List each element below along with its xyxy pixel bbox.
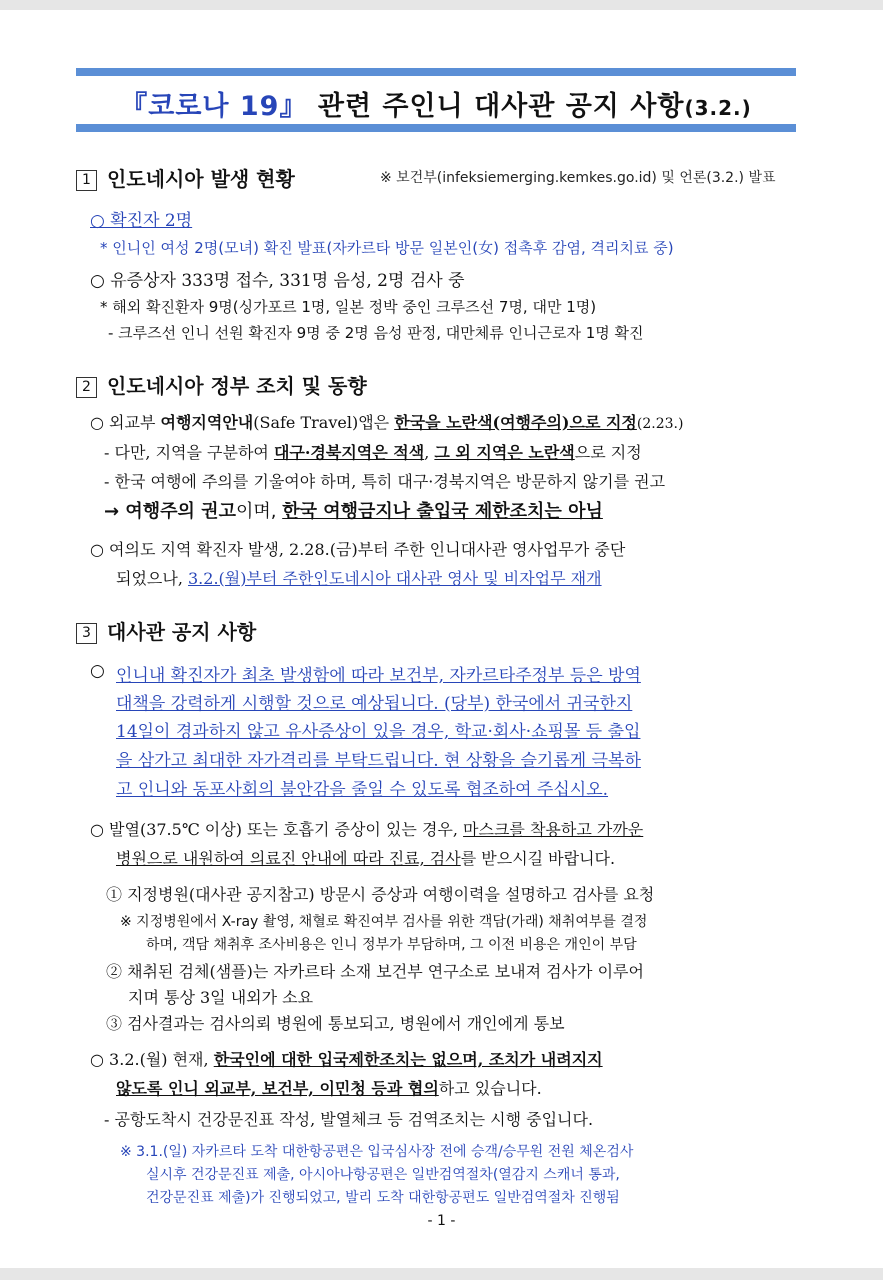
viewer-bottom-bar — [0, 1268, 883, 1280]
region-prefix: - 다만, 지역을 구분하여 — [104, 443, 274, 462]
safe-travel-mid: (Safe Travel)앱은 — [253, 413, 395, 432]
entry-suffix: 하고 있습니다. — [438, 1079, 542, 1098]
step-1: ① 지정병원(대사관 공지참고) 방문시 증상과 여행이력을 설명하고 검사를 요청 — [106, 885, 655, 904]
no-entry-restriction: 한국인에 대한 입국제한조치는 없으며, 조치가 내려지지 — [213, 1050, 603, 1069]
hospital-advice: 병원으로 내원하여 의료진 안내에 따라 진료, 검사 — [116, 849, 461, 868]
p1-line-3: 14일이 경과하지 않고 유사증상이 있을 경우, 학교·회사·쇼핑몰 등 출입 — [116, 722, 641, 742]
section-3-heading — [76, 616, 256, 645]
page-number: - 1 - — [427, 1213, 456, 1229]
title-main: 『코로나 19』 — [120, 91, 308, 122]
cruise-note: - 크루즈선 인니 선원 확진자 9명 중 2명 음성 판정, 대만체류 인니근로자 1명 확진 — [108, 324, 644, 342]
consular-resume-line — [116, 566, 602, 589]
other-yellow: 그 외 지역은 노란색 — [434, 443, 575, 462]
title-rest: 관련 주인니 대사관 공지 사항 — [307, 91, 685, 122]
entry-line-2 — [116, 1076, 542, 1099]
safe-travel-line — [90, 410, 683, 433]
flight-note-2: 실시후 건강문진표 제출, 아시아나항공편은 일반검역절차(열감지 스캐너 통과, — [146, 1167, 620, 1183]
fever-line-1 — [90, 817, 643, 840]
confirmed-count: ○ 확진자 2명 — [90, 211, 193, 231]
p1-line-1: 인니내 확진자가 최초 발생함에 따라 보건부, 자카르타주정부 등은 방역 — [116, 666, 641, 686]
consultation-text: 않도록 인니 외교부, 보건부, 이민청 등과 협의 — [116, 1079, 439, 1098]
flight-note-1: ※ 3.1.(일) 자카르타 도착 대한항공편은 입국심사장 전에 승객/승무원 전원 체온검사 — [120, 1144, 634, 1160]
safe-travel-prefix: ○ 외교부 — [90, 413, 161, 432]
entry-line-1 — [90, 1047, 603, 1070]
step-3: ③ 검사결과는 검사의뢰 병원에 통보되고, 병원에서 개인에게 통보 — [106, 1014, 565, 1033]
safe-travel-date: (2.23.) — [636, 416, 684, 432]
step-1-note-2: 하며, 객담 채취후 조사비용은 인니 정부가 부담하며, 그 이전 비용은 개인이 부담 — [146, 937, 637, 953]
section-2-heading — [76, 370, 367, 399]
resume-prefix: 되었으나, — [116, 569, 188, 588]
viewer-top-bar — [0, 0, 883, 10]
region-line — [104, 440, 642, 463]
p1-line-4: 을 삼가고 최대한 자가격리를 부탁드립니다. 현 상황을 슬기롭게 극복하 — [116, 751, 641, 771]
confirmed-note: * 인니인 여성 2명(모녀) 확진 발표(자카르타 방문 일본인(女) 접촉후 감염, 격리치료 중) — [100, 239, 674, 257]
no-ban-text: 한국 여행금지나 출입국 제한조치는 아님 — [282, 501, 603, 522]
title-date: (3.2.) — [684, 96, 752, 120]
page-title — [76, 84, 796, 123]
flight-note-3: 건강문진표 제출)가 진행되었고, 발리 도착 대한항공편도 일반검역절차 진행됨 — [146, 1190, 620, 1206]
region-suffix: 으로 지정 — [574, 443, 642, 462]
travel-caution-line: - 한국 여행에 주의를 기울여야 하며, 특히 대구·경북지역은 방문하지 않기를 권고 — [104, 472, 666, 491]
p1-line-5: 고 인니와 동포사회의 불안감을 줄일 수 있도록 협조하여 주십시오. — [116, 780, 609, 800]
advisory-mid: 이며, — [235, 501, 283, 522]
safe-travel-app: 여행지역안내 — [160, 413, 254, 432]
section-1-number: 1 — [76, 170, 97, 191]
p1-bullet: ○ — [90, 661, 105, 681]
quarantine-line: - 공항도착시 건강문진표 작성, 발열체크 등 검역조치는 시행 중입니다. — [104, 1110, 594, 1129]
step-2-line-1: ② 채취된 검체(샘플)는 자카르타 소재 보건부 연구소로 보내져 검사가 이루어 — [106, 962, 644, 981]
yeouido-line: ○ 여의도 지역 확진자 발생, 2.28.(금)부터 주한 인니대사관 영사업무가 중단 — [90, 540, 626, 559]
fever-prefix: ○ 발열(37.5℃ 이상) 또는 호흡기 증상이 있는 경우, — [90, 820, 464, 839]
daegu-red: 대구·경북지역은 적색 — [273, 443, 425, 462]
korea-yellow-designation: 한국을 노란색(여행주의)으로 지정 — [394, 413, 637, 432]
entry-prefix: ○ 3.2.(월) 현재, — [90, 1050, 214, 1069]
source-note: ※ 보건부(infeksiemerging.kemkes.go.id) 및 언론(3.2.) 발표 — [380, 170, 776, 186]
resume-text: 3.2.(월)부터 주한인도네시아 대사관 영사 및 비자업무 재개 — [188, 569, 602, 588]
step-2-line-2: 지며 통상 3일 내외가 소요 — [128, 988, 314, 1007]
title-rule-bottom — [76, 124, 796, 132]
advisory-text: 여행주의 권고 — [125, 501, 236, 522]
section-1-heading — [76, 163, 295, 192]
fever-suffix: 를 받으시길 바랍니다. — [460, 849, 616, 868]
arrow: → — [104, 501, 126, 522]
section-3-title: 대사관 공지 사항 — [107, 620, 257, 644]
title-rule-top — [76, 68, 796, 76]
section-3-number: 3 — [76, 623, 97, 644]
overseas-cases: * 해외 확진환자 9명(싱가포르 1명, 일본 정박 중인 크루즈선 7명, 대만 1명) — [100, 298, 597, 316]
p1-line-2: 대책을 강력하게 시행할 것으로 예상됩니다. (당부) 한국에서 귀국한지 — [116, 694, 633, 714]
suspected-cases: ○ 유증상자 333명 접수, 331명 음성, 2명 검사 중 — [90, 271, 465, 291]
mask-advice: 마스크를 착용하고 가까운 — [463, 820, 644, 839]
region-sep: , — [424, 443, 435, 462]
section-2-number: 2 — [76, 377, 97, 398]
travel-advisory-line — [104, 497, 603, 523]
step-1-note-1: ※ 지정병원에서 X-ray 촬영, 채혈로 확진여부 검사를 위한 객담(가래) 채취여부를 결정 — [120, 914, 648, 930]
section-2-title: 인도네시아 정부 조치 및 동향 — [107, 374, 367, 398]
fever-line-2 — [116, 846, 615, 869]
section-1-title: 인도네시아 발생 현황 — [107, 167, 295, 191]
